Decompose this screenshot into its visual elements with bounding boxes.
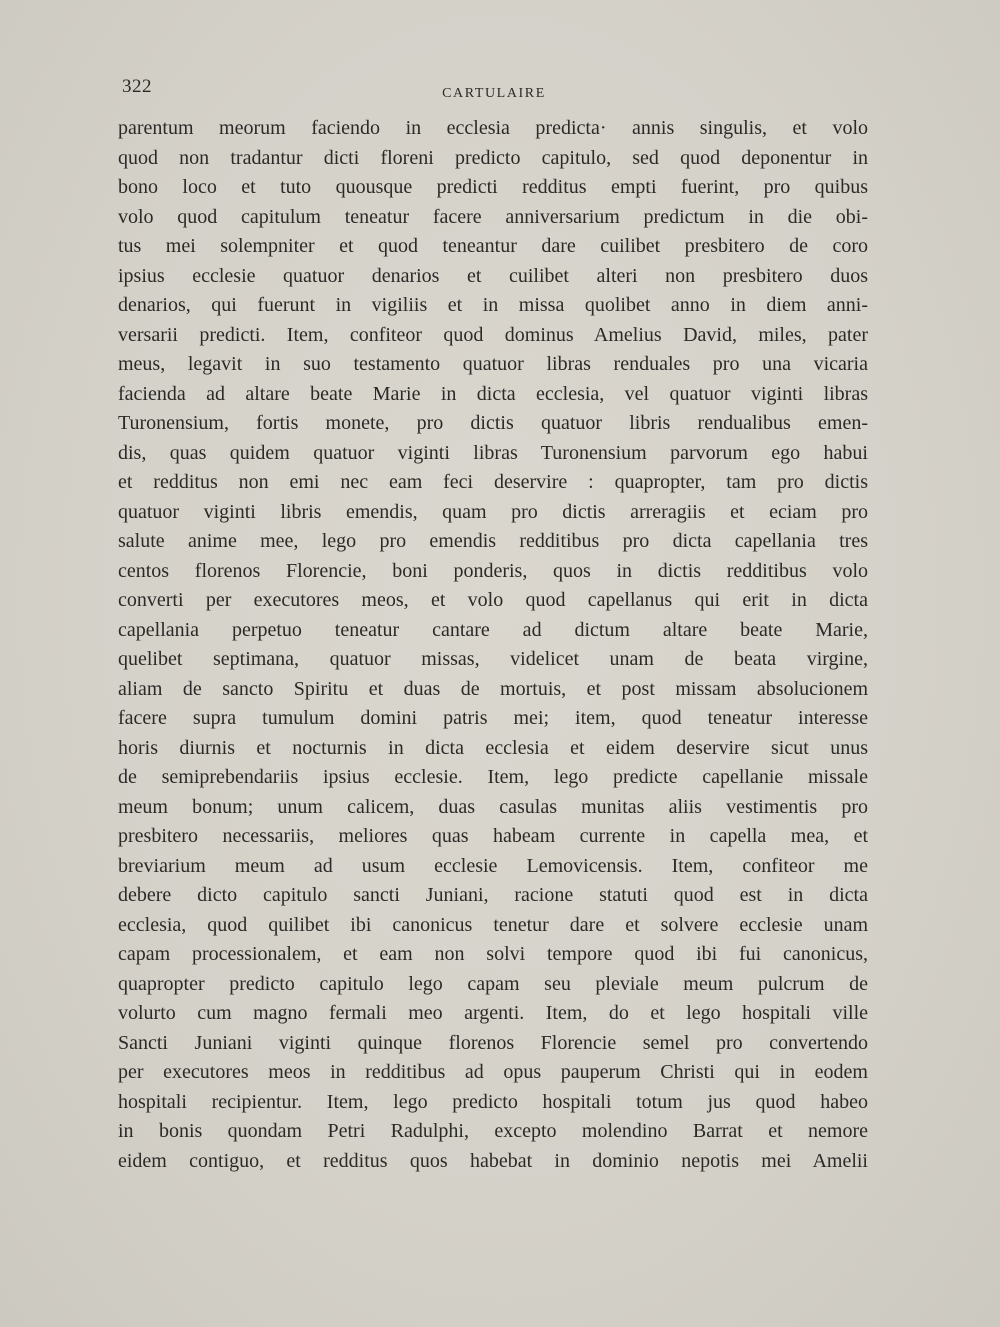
page-number: 322 <box>122 76 152 97</box>
text-line: breviarium meum ad usum ecclesie Lemovicensis. Item, confiteor me <box>118 854 868 877</box>
text-line: versarii predicti. Item, confiteor quod dominus Amelius David, miles, pater <box>118 323 868 346</box>
text-line: et redditus non emi nec eam feci deservire : quapropter, tam pro dictis <box>118 471 868 493</box>
text-line: volo quod capitulum teneatur facere anniversarium predictum in die obi- <box>118 205 868 228</box>
text-line: dis, quas quidem quatuor viginti libras Turonensium parvorum ego habui <box>118 441 868 464</box>
text-line: quatuor viginti libris emendis, quam pro dictis arreragiis et eciam pro <box>118 500 868 523</box>
text-line: eidem contiguo, et redditus quos habebat in dominio nepotis mei Amelii <box>118 1149 868 1172</box>
text-line: facere supra tumulum domini patris mei; item, quod teneatur interesse <box>118 707 868 729</box>
text-line: quelibet septimana, quatuor missas, videlicet unam de beata virgine, <box>118 648 868 670</box>
text-line: ipsius ecclesie quatuor denarios et cuilibet alteri non presbitero duos <box>118 264 868 287</box>
text-line: tus mei solempniter et quod teneantur dare cuilibet presbitero de coro <box>118 235 868 257</box>
text-line: bono loco et tuto quousque predicti redditus empti fuerint, pro quibus <box>118 176 868 198</box>
text-line: quapropter predicto capitulo lego capam seu pleviale meum pulcrum de <box>118 972 868 995</box>
text-line: meus, legavit in suo testamento quatuor libras renduales pro una vicaria <box>118 353 868 375</box>
text-line: de semiprebendariis ipsius ecclesie. Item, lego predicte capellanie missale <box>118 766 868 788</box>
text-line: capam processionalem, et eam non solvi tempore quod ibi fui canonicus, <box>118 943 868 965</box>
text-line: facienda ad altare beate Marie in dicta ecclesia, vel quatuor viginti libras <box>118 382 868 405</box>
text-line: centos florenos Florencie, boni ponderis, quos in dictis redditibus volo <box>118 559 868 582</box>
text-line: volurto cum magno fermali meo argenti. Item, do et lego hospitali ville <box>118 1002 868 1024</box>
text-line: meum bonum; unum calicem, duas casulas munitas aliis vestimentis pro <box>118 795 868 818</box>
text-line: salute anime mee, lego pro emendis redditibus pro dicta capellania tres <box>118 530 868 552</box>
text-line: parentum meorum faciendo in ecclesia predicta· annis singulis, et volo <box>118 117 868 139</box>
text-line: denarios, qui fuerunt in vigiliis et in missa quolibet anno in diem anni- <box>118 294 868 316</box>
text-line: ecclesia, quod quilibet ibi canonicus tenetur dare et solvere ecclesie unam <box>118 913 868 936</box>
text-line: quod non tradantur dicti floreni predicto capitulo, sed quod deponentur in <box>118 146 868 169</box>
text-line: in bonis quondam Petri Radulphi, excepto molendino Barrat et nemore <box>118 1120 868 1142</box>
text-line: debere dicto capitulo sancti Juniani, racione statuti quod est in dicta <box>118 884 868 906</box>
text-line: capellania perpetuo teneatur cantare ad dictum altare beate Marie, <box>118 618 868 641</box>
text-line: Sancti Juniani viginti quinque florenos Florencie semel pro convertendo <box>118 1031 868 1054</box>
running-head: CARTULAIRE <box>442 86 546 101</box>
text-line: per executores meos in redditibus ad opus pauperum Christi qui in eodem <box>118 1061 868 1083</box>
text-line: horis diurnis et nocturnis in dicta ecclesia et eidem deservire sicut unus <box>118 736 868 759</box>
text-line: hospitali recipientur. Item, lego predicto hospitali totum jus quod habeo <box>118 1090 868 1113</box>
text-line: converti per executores meos, et volo quod capellanus qui erit in dicta <box>118 589 868 611</box>
text-line: aliam de sancto Spiritu et duas de mortuis, et post missam absolucionem <box>118 677 868 700</box>
body-text <box>118 114 868 1176</box>
text-line: presbitero necessariis, meliores quas habeam currente in capella mea, et <box>118 825 868 847</box>
text-line: Turonensium, fortis monete, pro dictis quatuor libris rendualibus emen- <box>118 412 868 434</box>
